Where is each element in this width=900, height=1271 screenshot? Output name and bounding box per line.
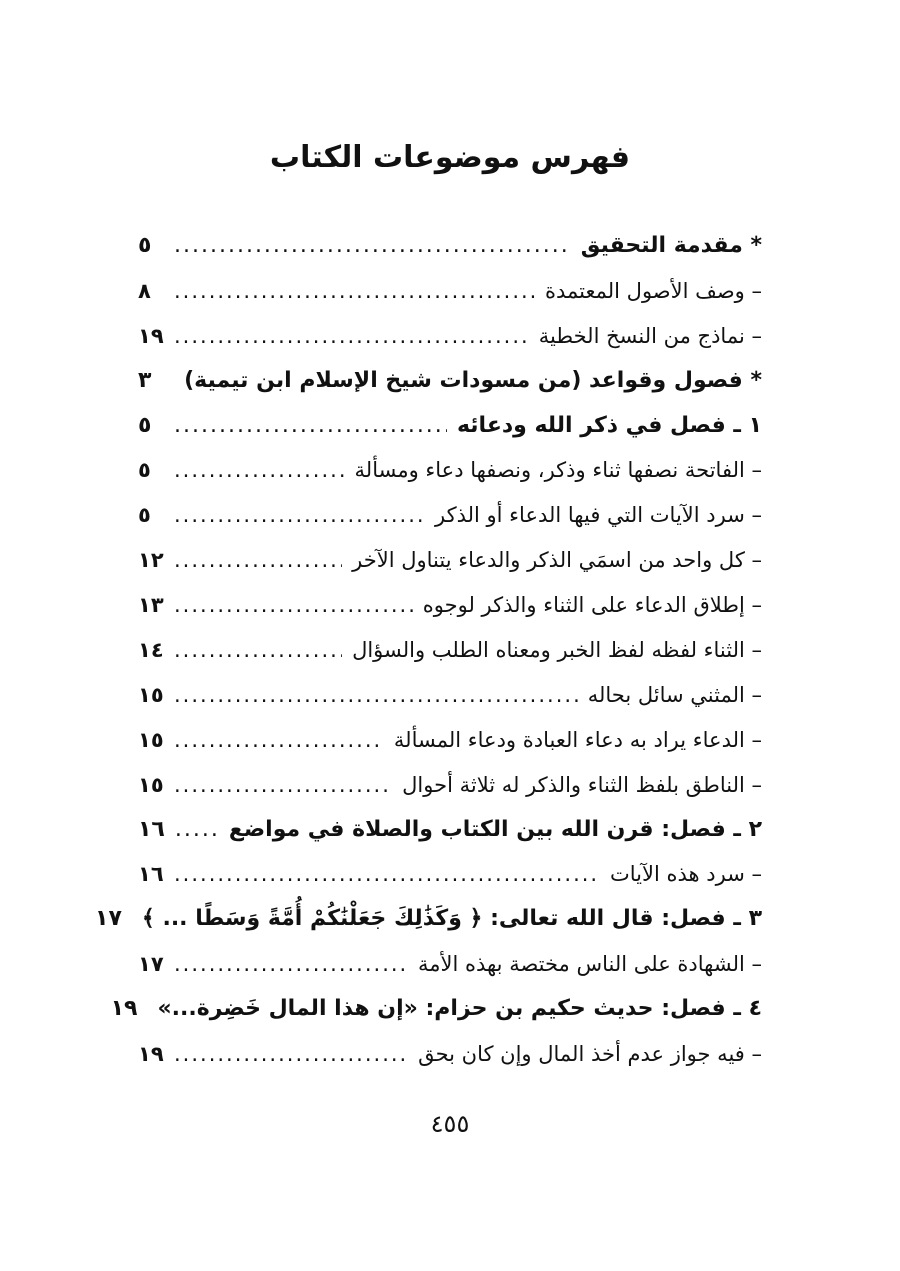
- table-of-contents: [95, 224, 762, 1077]
- toc-leader-dots: [174, 314, 529, 359]
- toc-entry-page: ١٢: [138, 548, 164, 573]
- toc-leader-dots: [174, 224, 571, 269]
- toc-entry-label: – نماذج من النسخ الخطية: [538, 323, 762, 348]
- toc-entry-page: ١٧: [95, 906, 122, 932]
- toc-entry-label: * مقدمة التحقيق: [580, 233, 762, 258]
- toc-entry: [138, 359, 762, 404]
- toc-entry-label: ٢ ـ فصل: قرن الله بين الكتاب والصلاة في مواضع: [228, 816, 762, 842]
- toc-leader-dots: [174, 718, 384, 763]
- toc-entry: [138, 224, 762, 269]
- toc-entry-label: – سرد هذه الآيات: [610, 862, 762, 887]
- toc-entry-label: – الناطق بلفظ الثناء والذكر له ثلاثة أحوال: [402, 772, 762, 797]
- toc-entry: [138, 673, 762, 718]
- toc-entry-page: ١٩: [138, 1042, 164, 1067]
- toc-leader-dots: [174, 942, 408, 987]
- toc-leader-dots: [174, 852, 600, 897]
- toc-entry: [138, 1032, 762, 1077]
- toc-entry-page: ١٦: [138, 816, 165, 842]
- toc-leader-dots: [174, 673, 578, 718]
- toc-leader-dots: [174, 269, 535, 314]
- toc-entry-page: ٥: [138, 458, 151, 483]
- toc-leader-dots: [175, 808, 219, 853]
- toc-entry: [138, 808, 762, 853]
- page-title: فهرس موضوعات الكتاب: [269, 140, 631, 175]
- toc-entry-label: ٤ ـ فصل: حديث حكيم بن حزام: «إن هذا المال خَضِرة...»: [157, 996, 762, 1022]
- toc-entry: [95, 897, 762, 942]
- toc-entry-label: – الشهادة على الناس مختصة بهذه الأمة: [417, 952, 762, 977]
- toc-entry-page: ١٤: [138, 638, 164, 663]
- toc-leader-dots: [174, 763, 392, 808]
- toc-entry-label: * فصول وقواعد (من مسودات شيخ الإسلام ابن تيمية): [184, 367, 762, 393]
- toc-entry-page: ١٥: [138, 727, 164, 752]
- toc-entry-page: ١٦: [138, 862, 164, 887]
- toc-entry-label: – وصف الأصول المعتمدة: [545, 278, 762, 303]
- toc-entry-label: ٣ ـ فصل: قال الله تعالى: ﴿ وَكَذَٰلِكَ جَعَلْنَٰكُمْ أُمَّةً وَسَطًا ... ﴾: [141, 906, 762, 932]
- toc-entry: [138, 448, 762, 493]
- toc-entry-page: ١٣: [138, 593, 164, 618]
- toc-leader-dots: [174, 448, 345, 493]
- toc-entry-label: ١ ـ فصل في ذكر الله ودعائه: [456, 412, 762, 438]
- toc-leader-dots: [174, 628, 342, 673]
- toc-entry: [138, 314, 762, 359]
- toc-entry: [138, 718, 762, 763]
- toc-leader-dots: [174, 538, 342, 583]
- toc-entry-page: ١٥: [138, 682, 164, 707]
- toc-leader-dots: [174, 404, 447, 449]
- toc-leader-dots: [174, 1032, 408, 1077]
- toc-entry-page: ١٧: [138, 952, 164, 977]
- toc-entry-page: ٥: [138, 412, 152, 438]
- toc-entry-label: – سرد الآيات التي فيها الدعاء أو الذكر: [435, 503, 762, 528]
- page-number: ٤٥٥: [430, 1110, 470, 1138]
- toc-entry: [138, 538, 762, 583]
- toc-entry: [138, 852, 762, 897]
- toc-entry: [138, 583, 762, 628]
- toc-entry-label: – إطلاق الدعاء على الثناء والذكر لوجوه: [422, 593, 762, 618]
- toc-entry-label: – كل واحد من اسمَي الذكر والدعاء يتناول الآخر: [352, 548, 762, 573]
- toc-leader-dots: [174, 493, 425, 538]
- toc-entry-page: ١٥: [138, 772, 164, 797]
- toc-entry-label: – الفاتحة نصفها ثناء وذكر، ونصفها دعاء ومسألة: [354, 458, 762, 483]
- toc-entry-label: – المثني سائل بحاله: [587, 682, 762, 707]
- toc-entry: [138, 942, 762, 987]
- toc-entry-label: – الدعاء يراد به دعاء العبادة ودعاء المسألة: [393, 727, 762, 752]
- toc-entry-page: ١٩: [110, 996, 138, 1022]
- toc-entry: [138, 269, 762, 314]
- toc-entry-page: ٣: [138, 367, 152, 393]
- toc-entry: [138, 628, 762, 673]
- toc-entry-label: – فيه جواز عدم أخذ المال وإن كان بحق: [418, 1042, 762, 1067]
- toc-entry: [138, 763, 762, 808]
- toc-entry: [138, 493, 762, 538]
- toc-entry-page: ٥: [138, 233, 152, 258]
- toc-entry-page: ١٩: [138, 323, 164, 348]
- toc-entry-page: ٨: [138, 278, 151, 303]
- toc-entry: [138, 404, 762, 449]
- toc-leader-dots: [174, 583, 413, 628]
- toc-entry-label: – الثناء لفظه لفظ الخبر ومعناه الطلب والسؤال: [352, 638, 762, 663]
- toc-entry: [110, 987, 762, 1032]
- toc-entry-page: ٥: [138, 503, 151, 528]
